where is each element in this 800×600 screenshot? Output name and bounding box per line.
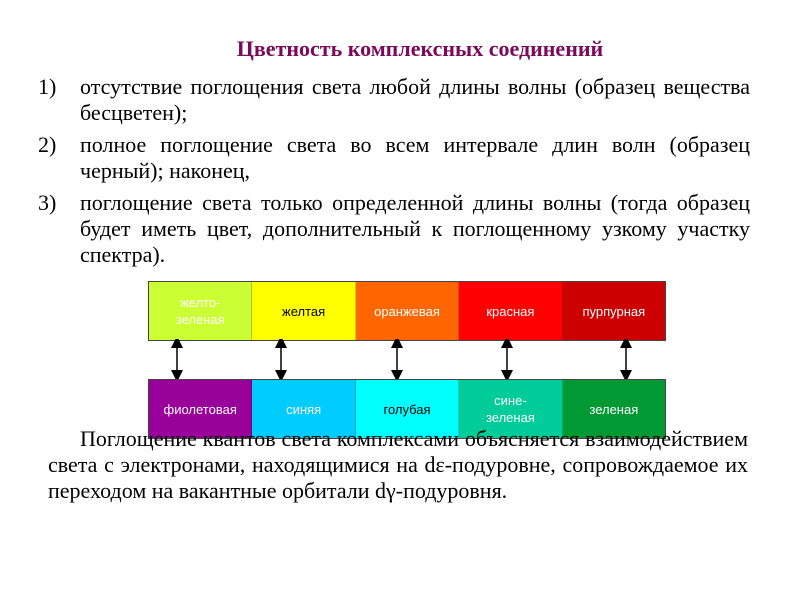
observed-color-cell: фиолетовая xyxy=(149,380,252,438)
list-item-text: полное поглощение света во всем интервале длин волн (образец черный); наконец, xyxy=(80,132,750,183)
absorbed-color-cell: оранжевая xyxy=(356,282,459,340)
complementary-arrows xyxy=(148,339,664,379)
observed-color-cell: голубая xyxy=(356,380,459,438)
absorbed-color-cell: пурпурная xyxy=(563,282,665,340)
list-item-number: 3) xyxy=(38,190,57,215)
list-item-number: 2) xyxy=(38,132,57,157)
list-item xyxy=(38,74,750,126)
explanation-paragraph: Поглощение квантов света комплексами объясняется взаимодействием света с электронами, находящимися на dε-подуровне, сопровождаемое их переходом на вакантные орбитали dγ-подуровня. xyxy=(48,426,748,503)
list-item-text: поглощение света только определенной длины волны (тогда образец будет иметь цвет, дополнительный к поглощенному узкому участку спектра). xyxy=(80,190,750,267)
list-item xyxy=(38,190,750,268)
list-item-text: отсутствие поглощения света любой длины волны (образец вещества бесцветен); xyxy=(80,74,750,125)
list-item xyxy=(38,132,750,184)
page-title: Цветность комплексных соединений xyxy=(236,36,604,61)
observed-color-cell: сине- зеленая xyxy=(459,380,562,438)
cases-list xyxy=(38,74,750,274)
list-item-number: 1) xyxy=(38,74,57,99)
observed-color-cell: зеленая xyxy=(563,380,665,438)
absorbed-color-cell: желтая xyxy=(252,282,355,340)
observed-color-cell: синяя xyxy=(252,380,355,438)
absorbed-color-cell: красная xyxy=(459,282,562,340)
absorbed-color-cell: желто- зеленая xyxy=(149,282,252,340)
absorbed-color-band xyxy=(148,281,666,341)
